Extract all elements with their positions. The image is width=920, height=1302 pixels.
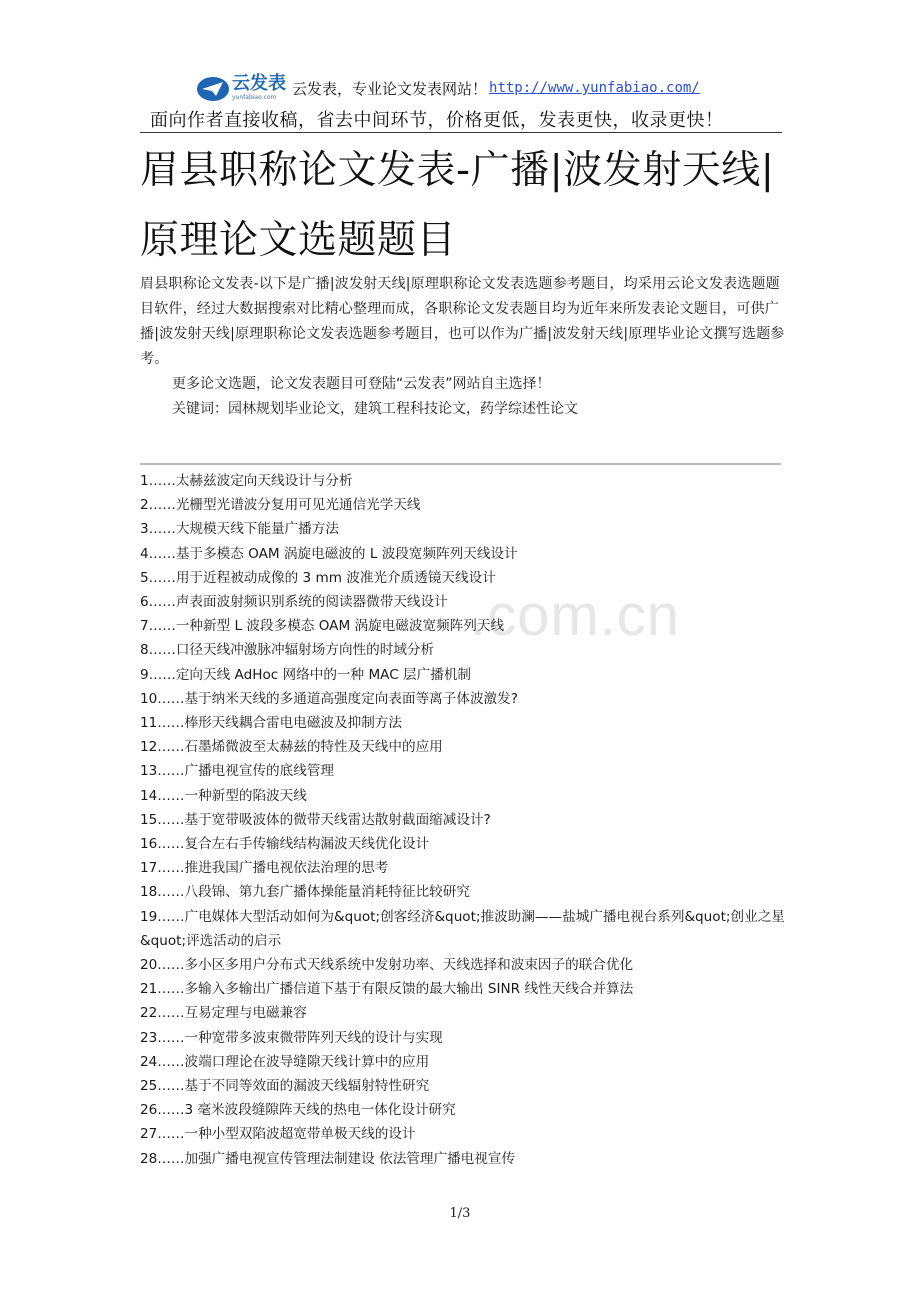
list-item: 28……加强广播电视宣传管理法制建设 依法管理广播电视宣传	[140, 1150, 516, 1167]
logo-name: 云发表	[232, 73, 286, 94]
list-item: 6……声表面波射频识别系统的阅读器微带天线设计	[140, 594, 448, 611]
list-divider	[140, 463, 781, 465]
list-item: 27……一种小型双陷波超宽带单极天线的设计	[140, 1126, 416, 1143]
keywords-line: 关键词：园林规划毕业论文，建筑工程科技论文，药学综述性论文	[172, 401, 578, 417]
list-item: 8……口径天线冲激脉冲辐射场方向性的时域分析	[140, 642, 435, 659]
list-item: 3……大规模天线下能量广播方法	[140, 521, 339, 538]
list-item: 15……基于宽带吸波体的微带天线雷达散射截面缩减设计?	[140, 811, 491, 828]
header-divider	[140, 132, 782, 133]
list-item: 23……一种宽带多波束微带阵列天线的设计与实现	[140, 1029, 443, 1046]
site-header	[140, 66, 782, 138]
page-number: 1/3	[449, 1206, 471, 1221]
page-title: 眉县职称论文发表-广播|波发射天线|原理论文选题题目	[140, 148, 775, 263]
list-item: 22……互易定理与电磁兼容	[140, 1005, 307, 1022]
logo-url: yunfabiao.com	[232, 94, 277, 101]
list-item: 16……复合左右手传输线结构漏波天线优化设计	[140, 836, 430, 853]
list-item: 19……广电媒体大型活动如何为&quot;创客经济&quot;推波助澜——盐城广播电视台系列&quot;创业之星&quot;评选活动的启示	[140, 908, 785, 949]
intro-paragraph: 眉县职称论文发表-以下是广播|波发射天线|原理职称论文发表选题参考题目，均采用云论文发表选题题目软件，经过大数据搜索对比精心整理而成，各职称论文发表题目均为近年来所发表论文题目，可供广播|波发射天线|原理职称论文发表选题参考题目，也可以作为广播|波发射天线|原理毕业论文撰写选题参考。	[140, 276, 785, 367]
site-link[interactable]: http://www.yunfabiao.com/	[489, 80, 700, 96]
logo-row	[196, 70, 700, 106]
logo-wordmark	[232, 75, 286, 101]
more-topics-note: 更多论文选题，论文发表题目可登陆“云发表”网站自主选择！	[172, 376, 551, 392]
list-item: 21……多输入多输出广播信道下基于有限反馈的最大输出 SINR 线性天线合并算法	[140, 981, 634, 998]
list-item: 17……推进我国广播电视依法治理的思考	[140, 860, 389, 877]
list-item: 24……波端口理论在波导缝隙天线计算中的应用	[140, 1053, 430, 1070]
list-item: 7……一种新型 L 波段多模态 OAM 涡旋电磁波宽频阵列天线	[140, 618, 505, 635]
list-item: 12……石墨烯微波至太赫兹的特性及天线中的应用	[140, 739, 443, 756]
watermark: .com.cn	[470, 583, 681, 648]
list-item: 14……一种新型的陷波天线	[140, 787, 307, 804]
list-item: 1……太赫兹波定向天线设计与分析	[140, 473, 353, 489]
list-item: 5……用于近程被动成像的 3 mm 波准光介质透镜天线设计	[140, 569, 496, 586]
topic-list	[140, 469, 785, 1171]
list-item: 26……3 毫米波段缝隙阵天线的热电一体化设计研究	[140, 1102, 456, 1119]
list-item: 18……八段锦、第九套广播体操能量消耗特征比较研究	[140, 884, 470, 901]
list-item: 10……基于纳米天线的多通道高强度定向表面等离子体波激发?	[140, 690, 518, 707]
list-item: 2……光栅型光谱波分复用可见光通信光学天线	[140, 497, 421, 514]
site-tagline: 云发表，专业论文发表网站！	[292, 79, 488, 98]
list-item: 9……定向天线 AdHoc 网络中的一种 MAC 层广播机制	[140, 666, 472, 683]
list-item: 4……基于多模态 OAM 涡旋电磁波的 L 波段宽频阵列天线设计	[140, 545, 518, 562]
list-item: 25……基于不同等效面的漏波天线辐射特性研究	[140, 1078, 430, 1095]
list-item: 13……广播电视宣传的底线管理	[140, 763, 335, 780]
site-logo[interactable]	[196, 71, 288, 105]
header-slogan: 面向作者直接收稿，省去中间环节，价格更低，发表更快，收录更快！	[150, 110, 724, 131]
paper-plane-icon	[196, 73, 230, 103]
list-item: 11……棒形天线耦合雷电电磁波及抑制方法	[140, 715, 402, 732]
list-item: 20……多小区多用户分布式天线系统中发射功率、天线选择和波束因子的联合优化	[140, 957, 634, 974]
